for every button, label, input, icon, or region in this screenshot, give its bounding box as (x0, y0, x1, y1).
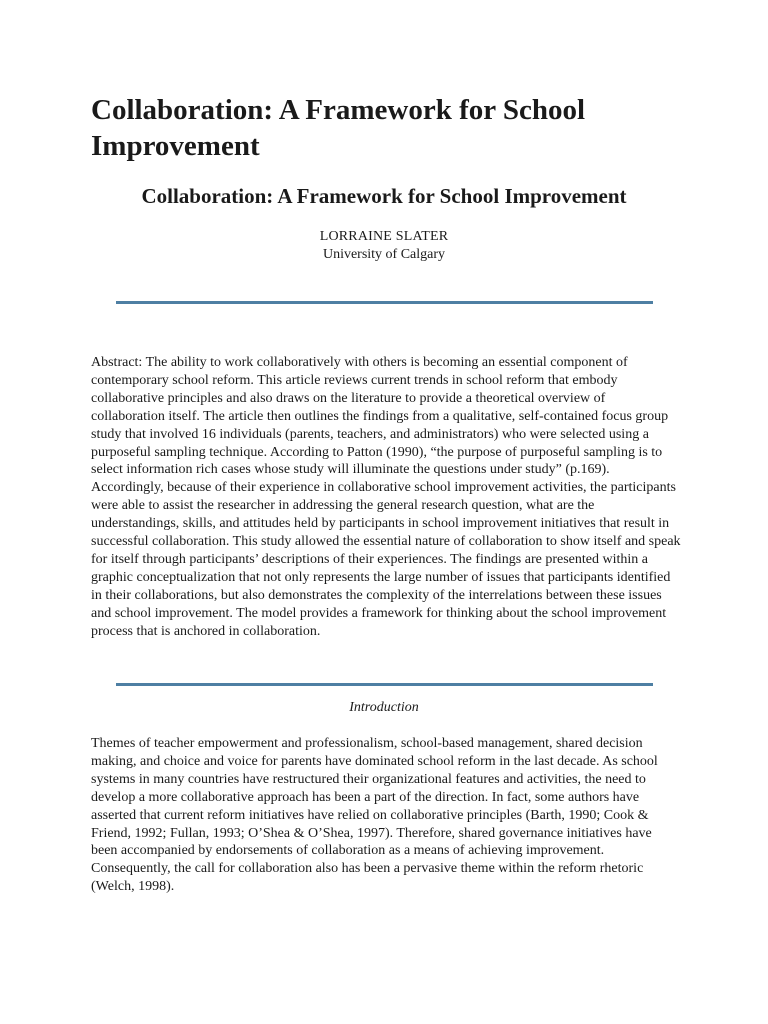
author-affiliation: University of Calgary (322, 247, 446, 262)
divider-middle (116, 683, 653, 686)
document-title: Collaboration: A Framework for School Improvement (91, 94, 586, 162)
author-name: LORRAINE SLATER (319, 229, 449, 244)
section-heading-introduction: Introduction (349, 700, 419, 715)
divider-top (116, 301, 653, 304)
introduction-paragraph: Themes of teacher empowerment and professionalism, school-based management, shared decision making, and choice and voice for parents have dominated school reform in the last decade. As school systems in many countries have restructured their organizational features and activities, the need to develop a more collaborative approach has been a part of the direction. In fact, some authors have asserted that current reform initiatives have relied on collaborative principles (Barth, 1990; Cook & Friend, 1992; Fullan, 1993; O’Shea & O’Shea, 1997). Therefore, shared governance initiatives have been accompanied by endorsements of collaboration as a means of achieving improvement. Consequently, the call for collaboration also has been a pervasive theme within the reform rhetoric (Welch, 1998). (91, 736, 658, 895)
article-title: Collaboration: A Framework for School Improvement (141, 184, 627, 208)
abstract-paragraph: Abstract: The ability to work collaboratively with others is becoming an essential component of contemporary school reform. This article reviews current trends in school reform that embody collaborative principles and also draws on the literature to provide a theoretical overview of collaboration itself. The article then outlines the findings from a qualitative, self-contained focus group study that involved 16 individuals (parents, teachers, and administrators) who were selected using a purposeful sampling technique. According to Patton (1990), “the purpose of purposeful sampling is to select information rich cases whose study will illuminate the questions under study” (p.169). Accordingly, because of their experience in collaborative school improvement activities, the participants were able to assist the researcher in addressing the general research question, what are the understandings, skills, and attitudes held by participants in school improvement initiatives that result in successful collaboration. This study allowed the essential nature of collaboration to show itself and speak for itself through participants’ descriptions of their experiences. The findings are presented within a graphic conceptualization that not only represents the large number of issues that participants identified in their collaborations, but also demonstrates the complexity of the interrelations between these issues and school improvement. The model provides a framework for thinking about the school improvement process that is anchored in collaboration. (91, 355, 681, 639)
